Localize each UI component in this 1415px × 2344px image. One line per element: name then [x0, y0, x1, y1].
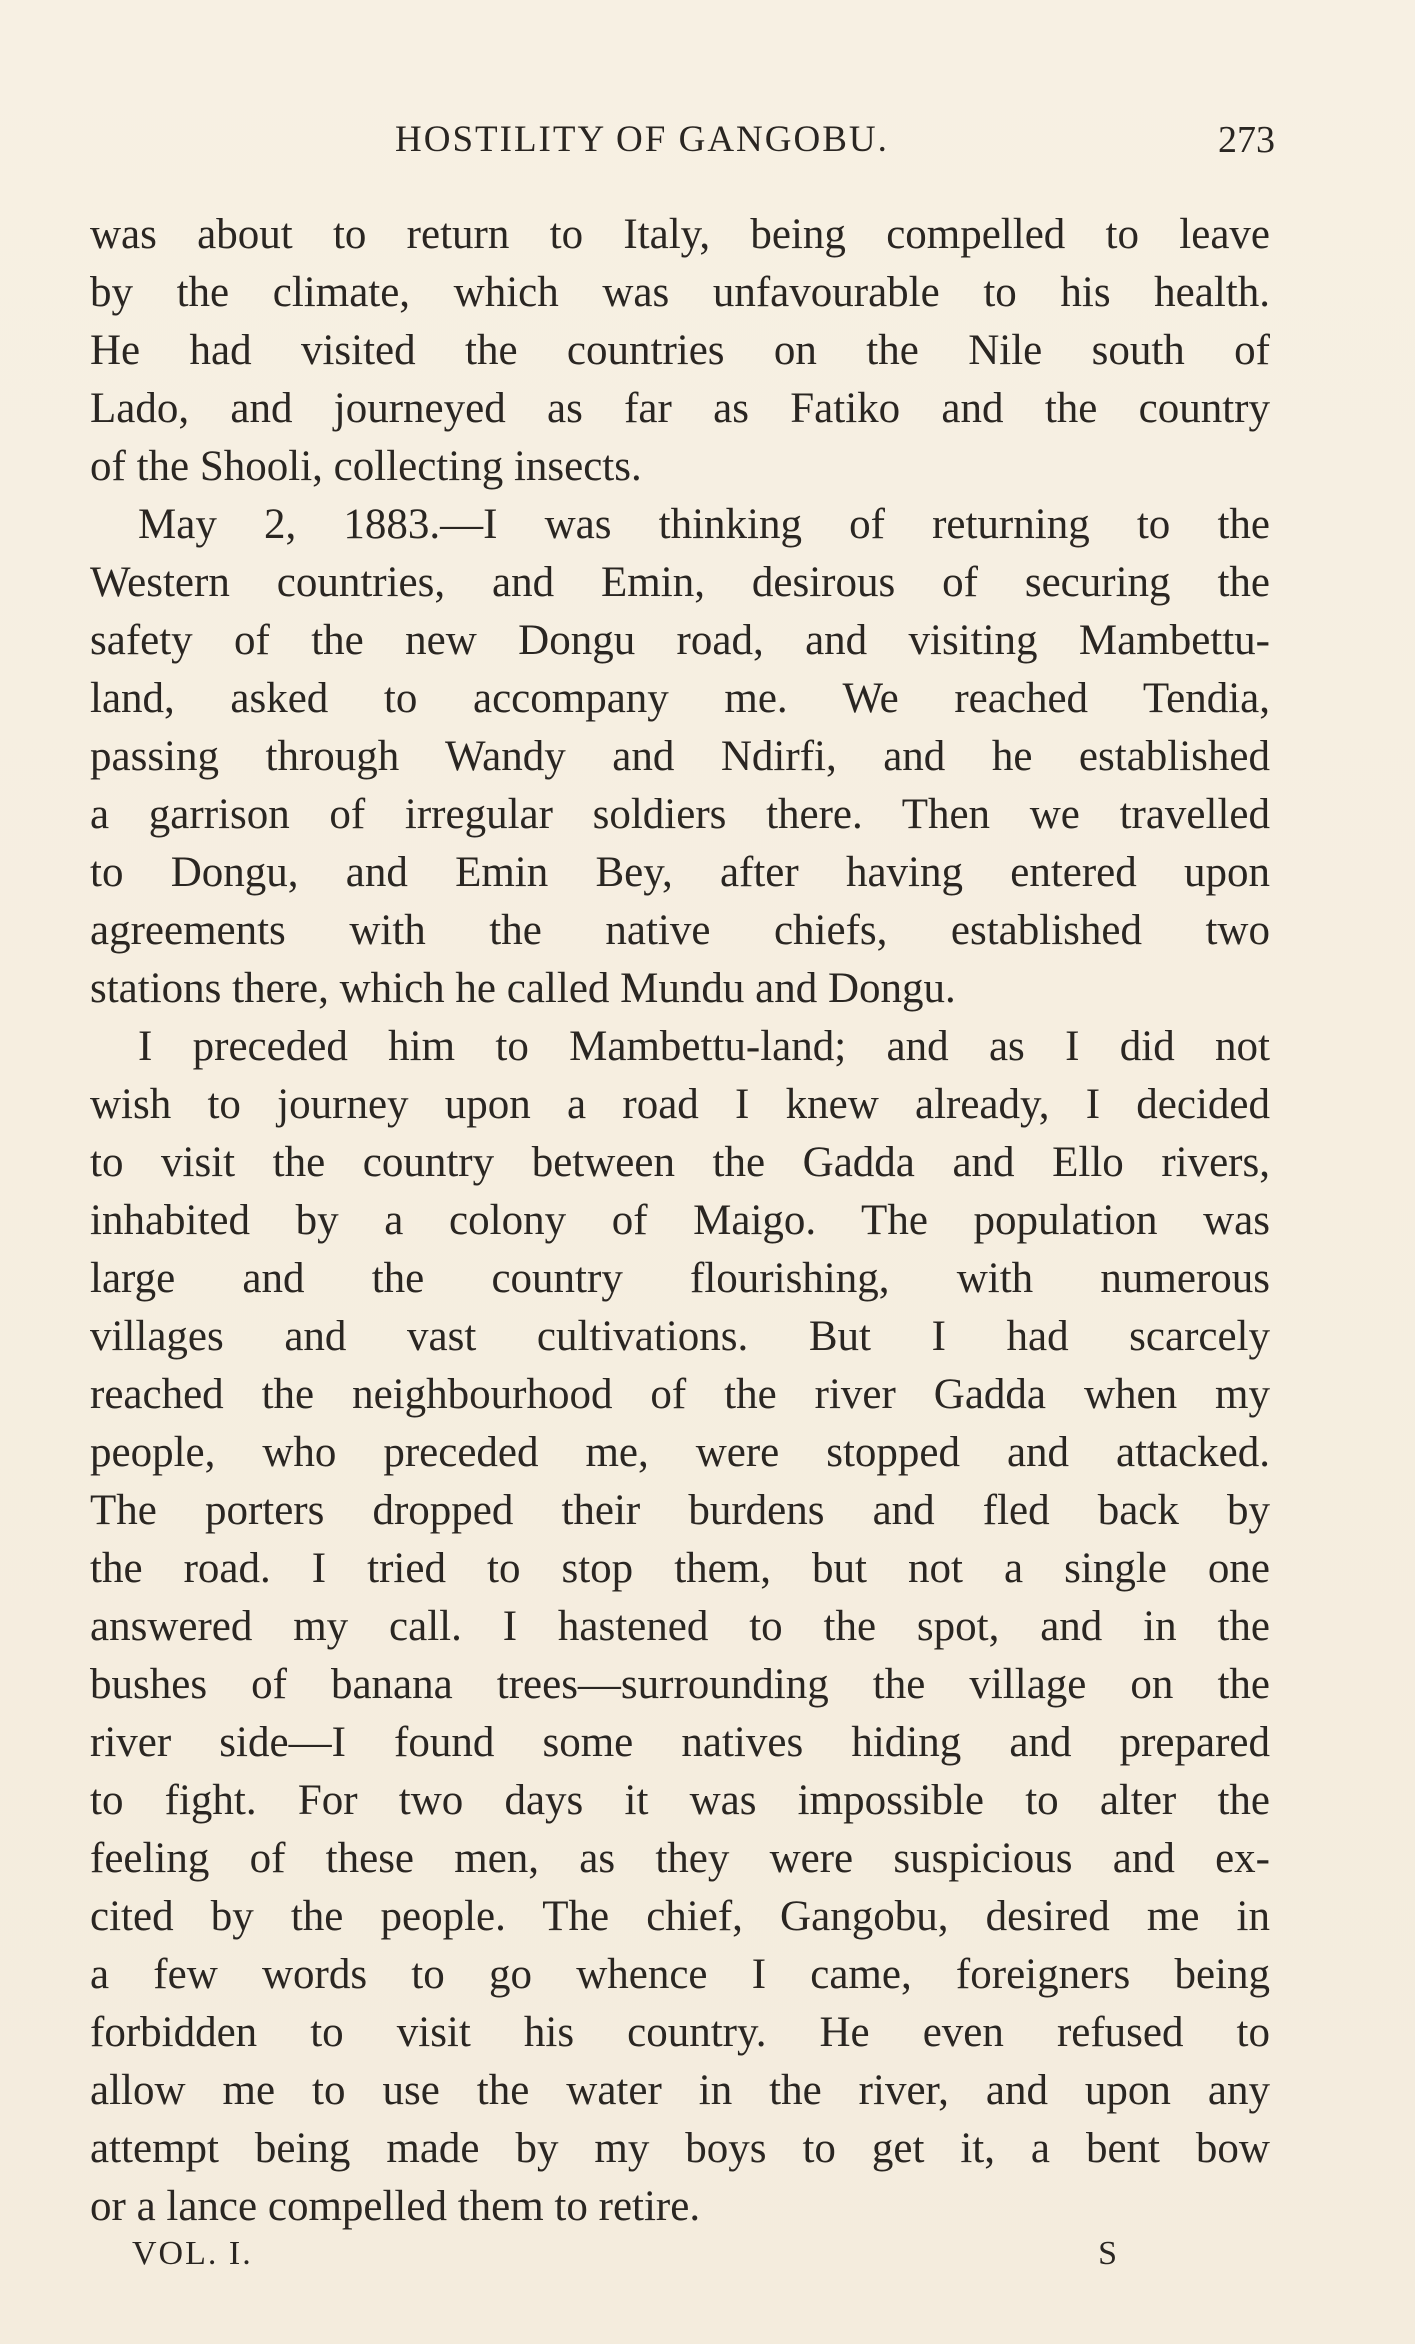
page-number: 273 [1218, 119, 1275, 161]
text-line: the road. I tried to stop them, but not a single one [90, 1545, 1270, 1592]
text-line: people, who preceded me, were stopped and attacked. [90, 1429, 1270, 1476]
text-line: agreements with the native chiefs, established two [90, 907, 1270, 954]
text-line: cited by the people. The chief, Gangobu, desired me in [90, 1893, 1270, 1940]
text-line: He had visited the countries on the Nile south of [90, 327, 1270, 374]
text-line: was about to return to Italy, being compelled to leave [90, 211, 1270, 258]
text-line: forbidden to visit his country. He even refused to [90, 2009, 1270, 2056]
text-line: or a lance compelled them to retire. [90, 2183, 701, 2230]
text-line: of the Shooli, collecting insects. [90, 443, 642, 490]
running-head [90, 118, 1275, 178]
text-line: reached the neighbourhood of the river Gadda when my [90, 1371, 1270, 1418]
text-line: allow me to use the water in the river, and upon any [90, 2067, 1270, 2114]
text-line: The porters dropped their burdens and fled back by [90, 1487, 1270, 1534]
text-line: Lado, and journeyed as far as Fatiko and the country [90, 385, 1270, 432]
text-line: land, asked to accompany me. We reached Tendia, [90, 675, 1270, 722]
text-line: bushes of banana trees—surrounding the village on the [90, 1661, 1270, 1708]
text-line: inhabited by a colony of Maigo. The population was [90, 1197, 1270, 1244]
page-footer [132, 2235, 1117, 2285]
text-line: attempt being made by my boys to get it, a bent bow [90, 2125, 1270, 2172]
body-text [90, 206, 1270, 2236]
text-line: passing through Wandy and Ndirfi, and he established [90, 733, 1270, 780]
text-line: to fight. For two days it was impossible to alter the [90, 1777, 1270, 1824]
volume-label: VOL. I. [132, 2235, 253, 2272]
text-line: feeling of these men, as they were suspicious and ex- [90, 1835, 1270, 1882]
text-line: a garrison of irregular soldiers there. Then we travelled [90, 791, 1270, 838]
running-title: HOSTILITY OF GANGOBU. [395, 119, 889, 160]
text-line: villages and vast cultivations. But I had scarcely [90, 1313, 1270, 1360]
text-line: river side—I found some natives hiding and prepared [90, 1719, 1270, 1766]
text-line: to visit the country between the Gadda and Ello rivers, [90, 1139, 1270, 1186]
text-line: I preceded him to Mambettu-land; and as I did not [138, 1023, 1270, 1070]
text-line: Western countries, and Emin, desirous of securing the [90, 559, 1270, 606]
text-line: large and the country flourishing, with numerous [90, 1255, 1270, 1302]
text-line: a few words to go whence I came, foreigners being [90, 1951, 1270, 1998]
text-line: wish to journey upon a road I knew already, I decided [90, 1081, 1270, 1128]
text-line: May 2, 1883.—I was thinking of returning to the [138, 501, 1270, 548]
text-line: stations there, which he called Mundu and Dongu. [90, 965, 956, 1012]
text-line: answered my call. I hastened to the spot, and in the [90, 1603, 1270, 1650]
signature-mark: S [1098, 2235, 1117, 2272]
text-line: to Dongu, and Emin Bey, after having entered upon [90, 849, 1270, 896]
text-line: safety of the new Dongu road, and visiting Mambettu- [90, 617, 1270, 664]
text-line: by the climate, which was unfavourable to his health. [90, 269, 1270, 316]
